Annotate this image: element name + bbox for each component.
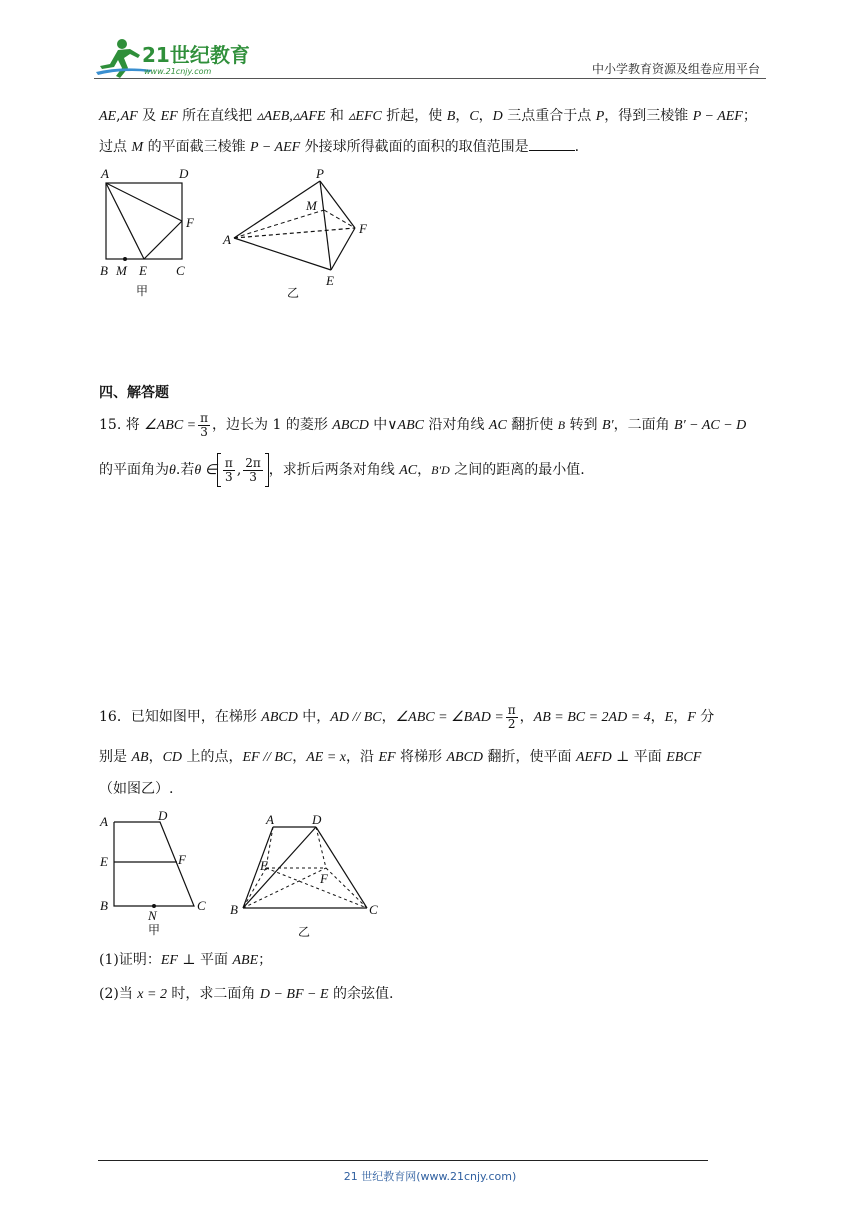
svg-text:F: F [178,852,186,867]
svg-text:D: D [158,808,168,823]
svg-text:D: D [179,166,189,181]
svg-text:C: C [369,902,378,917]
q16-figure-jia [96,806,220,944]
svg-text:M: M [306,198,317,213]
svg-text:B: B [230,902,238,917]
svg-text:A: A [100,814,108,829]
svg-text:N: N [148,908,157,923]
q16-part2: (2)当 x = 2 时，求二面角 D − BF − E 的余弦值. [99,986,394,1002]
q15-line1: 15. 将 ∠ABC = $\frac{\pi}{3}$ ，边长为 1 的菱形 ABCD 中∨ABC 沿对角线 AC 翻折使 B 转到 B′，二面角 B′ − AC − D [99,410,747,439]
header-divider [94,78,766,79]
svg-text:B: B [100,898,108,913]
svg-text:E: E [260,858,268,873]
svg-text:C: C [176,263,185,278]
svg-text:P: P [316,166,324,181]
q16-line1: 16．已知如图甲，在梯形 ABCD 中，AD // BC，∠ABC = ∠BAD = $\frac{\pi}{2}$ ，AB = BC = 2AD = 4，E，F 分 [99,702,715,731]
q16-line3: （如图乙）. [99,781,174,797]
svg-text:甲: 甲 [136,284,149,298]
footer-link[interactable]: 21 世纪教育网(www.21cnjy.com) [343,1170,517,1183]
answer-blank [529,137,575,151]
svg-text:C: C [197,898,206,913]
logo-text: 21世纪教育 [142,43,250,67]
svg-text:A: A [223,232,231,247]
section-title: 四、解答题 [99,385,169,401]
q15-line2: 的平面角为θ.若θ ∈ $\frac{\pi}{3}$ , $\frac{2\pi}{3}$ ，求折后两条对角线 AC，B′D 之间的距离的最小值. [99,452,585,489]
q16-part1: (1)证明：EF ⊥ 平面 ABE； [99,952,273,968]
q16-line2: 别是 AB，CD 上的点，EF // BC，AE = x，沿 EF 将梯形 ABCD 翻折，使平面 AEFD ⊥ 平面 EBCF [99,749,702,765]
svg-text:A: A [101,166,109,181]
svg-text:F: F [359,221,367,236]
svg-text:F: F [320,871,328,886]
svg-text:乙: 乙 [298,925,311,939]
logo-url: www.21cnjy.com [144,67,212,76]
footer-divider [98,1160,708,1161]
svg-text:F: F [186,215,194,230]
platform-name: 中小学教育资源及组卷应用平台 [591,62,760,76]
svg-text:甲: 甲 [148,923,161,937]
svg-text:M: M [116,263,127,278]
svg-text:E: E [100,854,108,869]
q14-line2: 过点 M 的平面截三棱锥 P − AEF 外接球所得截面的面积的取值范围是 . [99,139,580,155]
q14-figure-jia [96,164,206,304]
svg-text:B: B [100,263,108,278]
svg-text:D: D [312,812,322,827]
site-logo [92,36,272,80]
svg-text:A: A [266,812,274,827]
svg-text:E: E [326,273,334,288]
svg-text:E: E [139,263,147,278]
q14-line1: AE,AF 及 EF 所在直线把 ▵AEB,▵AFE 和 ▵EFC 折起，使 B，C，D 三点重合于点 P，得到三棱锥 P − AEF； [99,108,757,124]
svg-text:乙: 乙 [287,286,300,300]
q16-figure-yi [226,806,386,944]
q14-figure-yi [220,164,380,308]
